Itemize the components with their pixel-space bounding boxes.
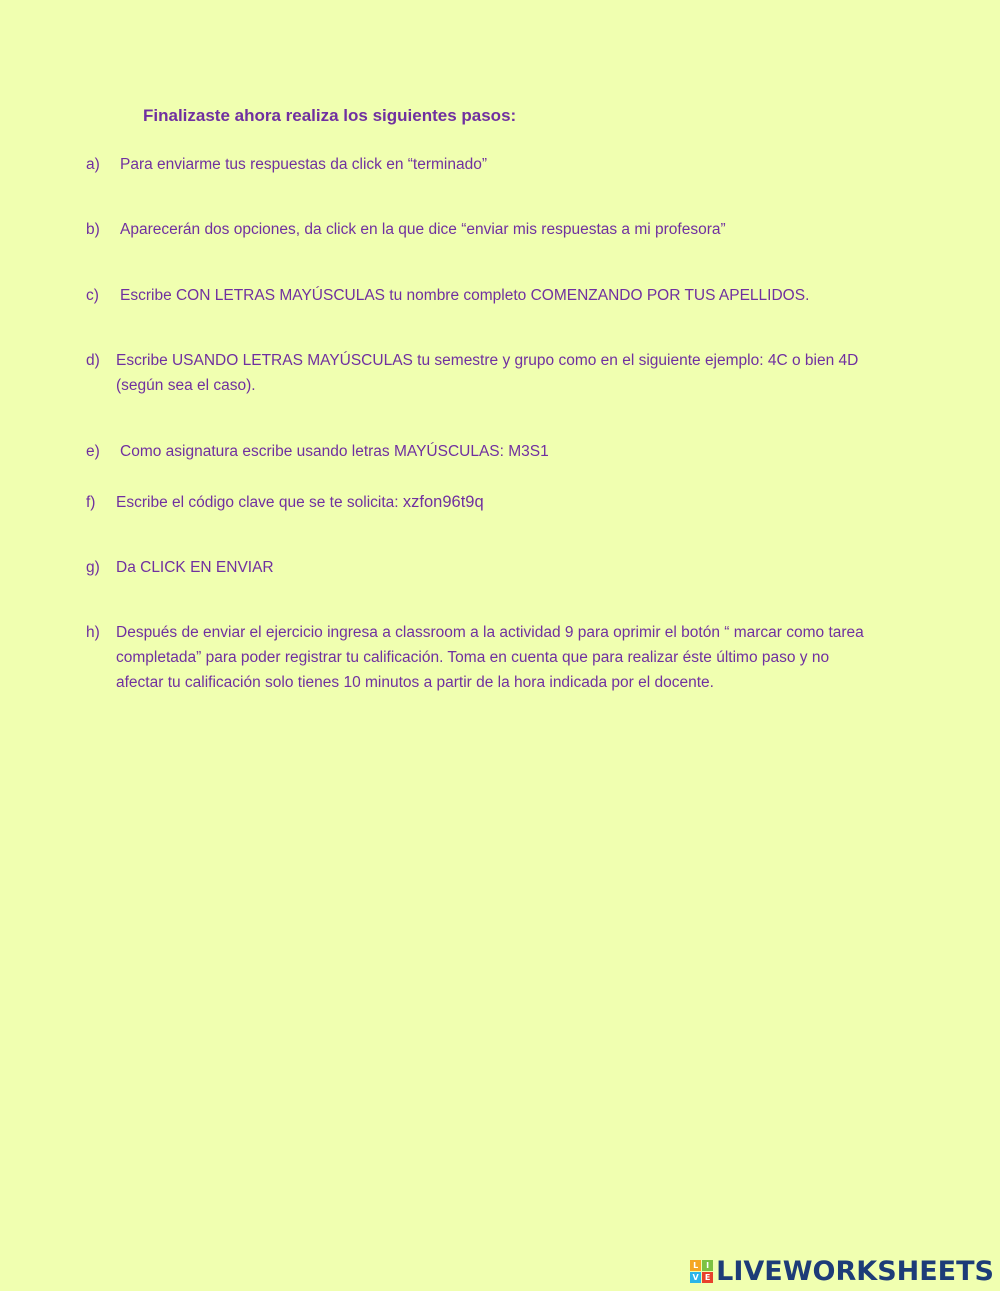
step-text: Aparecerán dos opciones, da click en la que dice “enviar mis respuestas a mi profesora” bbox=[120, 221, 726, 238]
step-letter: e) bbox=[86, 443, 100, 460]
step-d bbox=[86, 348, 866, 398]
logo-block-e: E bbox=[702, 1272, 713, 1283]
step-letter: h) bbox=[86, 624, 100, 641]
step-letter: c) bbox=[86, 287, 99, 304]
step-letter: b) bbox=[86, 221, 100, 238]
step-e bbox=[86, 439, 866, 464]
page-title: Finalizaste ahora realiza los siguientes pasos: bbox=[143, 106, 517, 125]
step-text: Da CLICK EN ENVIAR bbox=[116, 559, 274, 576]
step-text: Después de enviar el ejercicio ingresa a classroom a la actividad 9 para oprimir el botón “ marcar como tarea completada” para poder registrar tu calificación. Toma en cuenta que para realizar éste último paso y no afectar tu calificación solo tienes 10 minutos a partir de la hora indicada por el docente. bbox=[116, 624, 864, 691]
step-f-label: Escribe el código clave que se te solicita: bbox=[116, 494, 403, 511]
logo-blocks-icon bbox=[690, 1260, 713, 1283]
step-letter: d) bbox=[86, 352, 100, 369]
step-text: Para enviarme tus respuestas da click en “terminado” bbox=[120, 156, 487, 173]
logo-block-l: L bbox=[690, 1260, 701, 1271]
step-b bbox=[86, 217, 866, 242]
step-c bbox=[86, 283, 866, 308]
access-code: xzfon96t9q bbox=[402, 493, 484, 511]
step-g bbox=[86, 555, 866, 580]
step-text: Escribe USANDO LETRAS MAYÚSCULAS tu semestre y grupo como en el siguiente ejemplo: 4C o bien 4D (según sea el caso). bbox=[116, 352, 859, 394]
logo-wordmark: LIVEWORKSHEETS bbox=[716, 1256, 994, 1287]
step-text: Escribe CON LETRAS MAYÚSCULAS tu nombre completo COMENZANDO POR TUS APELLIDOS. bbox=[120, 287, 810, 304]
logo-block-i: I bbox=[702, 1260, 713, 1271]
step-f bbox=[86, 490, 866, 515]
step-letter: f) bbox=[86, 494, 96, 511]
step-h bbox=[86, 620, 866, 695]
step-text: Como asignatura escribe usando letras MAYÚSCULAS: M3S1 bbox=[120, 443, 549, 460]
step-letter: g) bbox=[86, 559, 100, 576]
step-text bbox=[116, 490, 866, 515]
step-a bbox=[86, 152, 866, 177]
step-letter: a) bbox=[86, 156, 100, 173]
logo-block-v: V bbox=[690, 1272, 701, 1283]
liveworksheets-logo bbox=[690, 1256, 994, 1287]
